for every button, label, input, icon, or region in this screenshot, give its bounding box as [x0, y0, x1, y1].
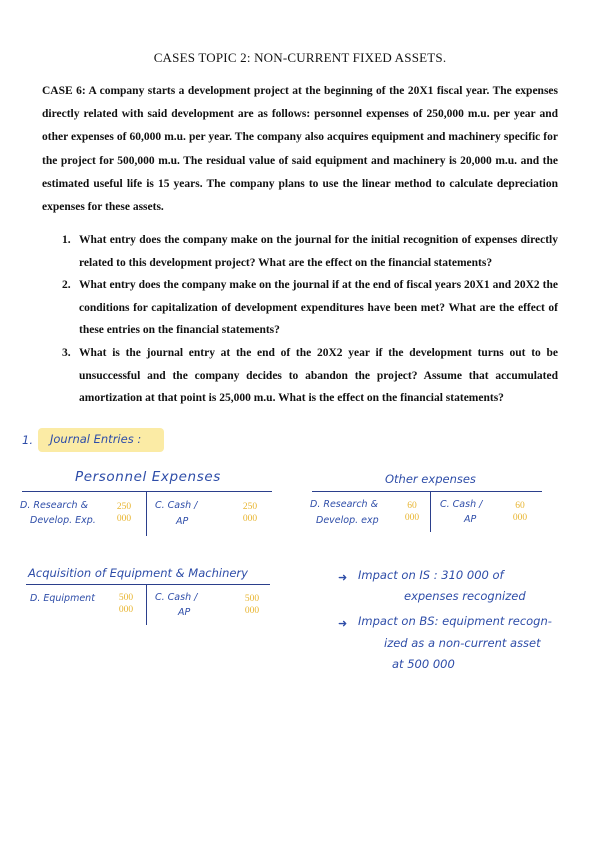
amount-part: 000 [512, 513, 528, 523]
personnel-credit-account: C. Cash / [155, 500, 198, 511]
equipment-debit-amount [114, 592, 138, 616]
impact-is-line-cont: expenses recognized [404, 589, 526, 603]
amount-part: 000 [116, 514, 132, 524]
personnel-debit-account-cont: Develop. Exp. [30, 515, 96, 526]
other-debit-account-cont: Develop. exp [316, 515, 379, 526]
impact-bs-line-cont: ized as a non-current asset [384, 636, 541, 650]
question-number: 3. [62, 346, 71, 359]
impact-bs-line: Impact on BS: equipment recogn- [358, 614, 552, 628]
amount-part: 500 [118, 593, 134, 603]
arrow-right-icon: ➜ [338, 618, 348, 630]
personnel-credit-amount [238, 501, 262, 525]
personnel-debit-amount [112, 501, 136, 525]
personnel-credit-account-cont: AP [176, 516, 189, 527]
question-text: What entry does the company make on the journal for the initial recognition of expenses directly related to this development project? What are the effect on the financial statements? [79, 234, 558, 269]
other-debit-amount [400, 500, 424, 524]
amount-part: 000 [242, 514, 258, 524]
equipment-credit-amount [240, 593, 264, 617]
equipment-credit-account-cont: AP [178, 607, 191, 618]
other-title: Other expenses [385, 472, 476, 486]
personnel-t-stem [146, 492, 147, 536]
amount-part: 000 [118, 605, 134, 615]
arrow-right-icon: ➜ [338, 572, 348, 584]
other-t-bar [312, 491, 542, 492]
impact-is-line: Impact on IS : 310 000 of [358, 568, 504, 582]
question-item [62, 274, 558, 342]
document-title: CASES TOPIC 2: NON-CURRENT FIXED ASSETS. [153, 50, 447, 65]
question-item [62, 342, 558, 410]
question-list [62, 229, 558, 410]
amount-part: 60 [515, 501, 525, 511]
personnel-title: Personnel Expenses [75, 469, 221, 485]
notes-section-title: Journal Entries : [50, 432, 142, 446]
other-credit-account: C. Cash / [440, 499, 483, 510]
question-text: What entry does the company make on the journal if at the end of fiscal years 20X1 and 20X2 the conditions for capitalization of development expenditures have been met? What are the effect of these entries on the financial statements? [79, 279, 558, 337]
amount-part: 60 [407, 501, 417, 511]
equipment-title: Acquisition of Equipment & Machinery [28, 566, 248, 580]
other-credit-account-cont: AP [464, 514, 477, 525]
question-item [62, 229, 558, 274]
other-t-stem [430, 492, 431, 532]
case-paragraph: CASE 6: A company starts a development project at the beginning of the 20X1 fiscal year. The expenses directly related with said development are as follows: personnel expenses of 250,000 m.u. per year and other expenses of 60,000 m.u. per year. The company also acquires equipment and machinery specific for the project for 500,000 m.u. The residual value of said equipment and machinery is 20,000 m.u. and the estimated useful life is 15 years. The company plans to use the linear method to calculate depreciation expenses for these assets. [42, 85, 558, 214]
other-debit-account: D. Research & [310, 499, 378, 510]
impact-bs-line-cont: at 500 000 [392, 657, 455, 671]
other-credit-amount [508, 500, 532, 524]
question-text: What is the journal entry at the end of the 20X2 year if the development turns out to be unsuccessful and the company decides to abandon the project? Assume that accumulated amortization at that point is 25,000 m.u. What is the effect on the financial statements? [79, 346, 558, 405]
amount-part: 000 [244, 606, 260, 616]
question-number: 2. [62, 279, 71, 292]
equipment-t-stem [146, 585, 147, 625]
amount-part: 250 [242, 502, 258, 512]
equipment-credit-account: C. Cash / [155, 592, 198, 603]
amount-part: 000 [404, 513, 420, 523]
amount-part: 500 [244, 594, 260, 604]
notes-section-number: 1. [22, 433, 33, 447]
amount-part: 250 [116, 502, 132, 512]
personnel-debit-account: D. Research & [20, 500, 88, 511]
equipment-debit-account: D. Equipment [30, 593, 95, 604]
equipment-t-bar [26, 584, 270, 585]
question-number: 1. [62, 234, 71, 246]
